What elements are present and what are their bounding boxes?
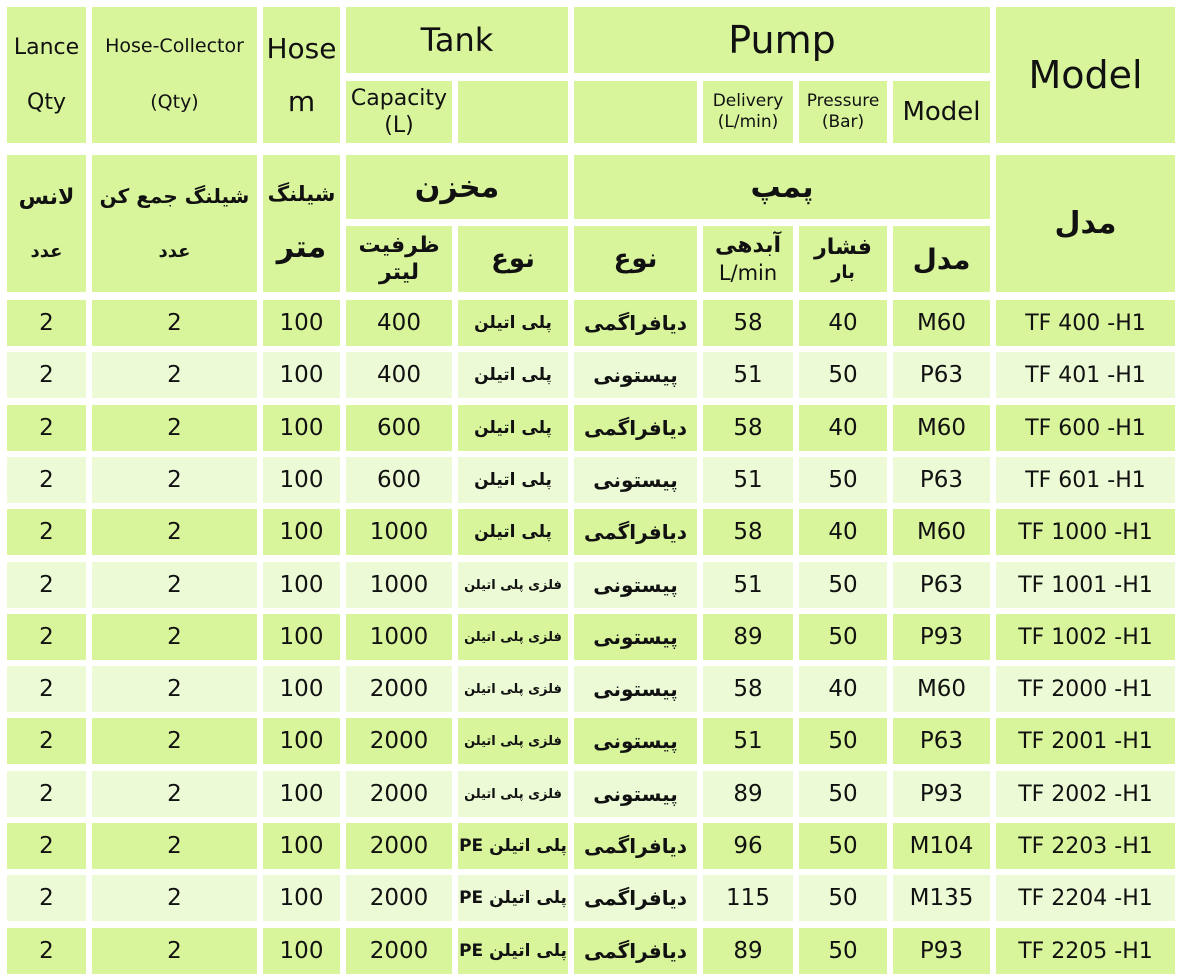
cell-capacity: 2000: [346, 928, 452, 974]
header-fa-delivery-line2: L/min: [718, 260, 778, 285]
cell-tank-type: پلی اتیلن PE: [458, 928, 568, 974]
cell-collector: 2: [92, 875, 257, 921]
cell-delivery: 58: [703, 300, 793, 346]
cell-tank-type: پلی اتیلن: [458, 509, 568, 555]
header-fa-hose-collector-line2: عدد: [158, 240, 191, 262]
cell-pump-model: P63: [893, 352, 990, 398]
cell-model: TF 1002 -H1: [996, 614, 1175, 660]
cell-hose: 100: [263, 928, 340, 974]
cell-hose: 100: [263, 771, 340, 817]
cell-delivery: 51: [703, 718, 793, 764]
cell-capacity: 600: [346, 457, 452, 503]
cell-pump-type: دیافراگمی: [574, 509, 697, 555]
cell-delivery: 51: [703, 352, 793, 398]
cell-tank-type: فلزی پلی اتیلن: [458, 771, 568, 817]
header-en-pressure-line2: (Bar): [821, 112, 865, 132]
header-en-hose-collector-line1: Hose-Collector: [105, 35, 244, 58]
cell-collector: 2: [92, 928, 257, 974]
cell-pressure: 50: [799, 823, 887, 869]
cell-hose: 100: [263, 509, 340, 555]
header-fa-lance-line1: لانس: [18, 184, 75, 210]
header-fa-lance-line2: عدد: [30, 241, 63, 262]
cell-delivery: 89: [703, 614, 793, 660]
cell-delivery: 58: [703, 666, 793, 712]
cell-tank-type: پلی اتیلن: [458, 405, 568, 451]
cell-pressure: 50: [799, 562, 887, 608]
cell-pressure: 40: [799, 666, 887, 712]
cell-lance: 2: [7, 614, 86, 660]
cell-hose: 100: [263, 718, 340, 764]
cell-hose: 100: [263, 405, 340, 451]
cell-hose: 100: [263, 875, 340, 921]
cell-capacity: 1000: [346, 562, 452, 608]
header-en-pump-type-blank: [574, 81, 697, 143]
cell-lance: 2: [7, 771, 86, 817]
header-en-delivery-line1: Delivery: [712, 90, 784, 111]
cell-delivery: 58: [703, 405, 793, 451]
cell-pressure: 50: [799, 614, 887, 660]
cell-model: TF 2000 -H1: [996, 666, 1175, 712]
header-en-pump-model: Model: [893, 81, 990, 143]
cell-pressure: 50: [799, 928, 887, 974]
header-en-tank-capacity-line1: Capacity: [350, 85, 448, 111]
cell-hose: 100: [263, 457, 340, 503]
cell-pump-type: دیافراگمی: [574, 928, 697, 974]
header-fa-hose-line1: شیلنگ: [267, 181, 336, 206]
cell-delivery: 51: [703, 562, 793, 608]
header-en-lance-line1: Lance: [13, 34, 80, 60]
cell-hose: 100: [263, 666, 340, 712]
cell-capacity: 600: [346, 405, 452, 451]
header-en-pressure: [799, 81, 887, 143]
cell-lance: 2: [7, 562, 86, 608]
header-en-delivery-line2: (L/min): [717, 112, 779, 132]
header-fa-lance: [7, 155, 86, 292]
cell-pressure: 50: [799, 718, 887, 764]
cell-capacity: 2000: [346, 718, 452, 764]
header-en-hose-line2: m: [287, 85, 316, 118]
header-en-lance-line2: Qty: [27, 90, 66, 115]
cell-delivery: 51: [703, 457, 793, 503]
cell-pump-model: M60: [893, 509, 990, 555]
cell-capacity: 1000: [346, 614, 452, 660]
cell-model: TF 2205 -H1: [996, 928, 1175, 974]
cell-pump-type: دیافراگمی: [574, 300, 697, 346]
cell-pump-model: P63: [893, 457, 990, 503]
cell-model: TF 2203 -H1: [996, 823, 1175, 869]
cell-pressure: 40: [799, 300, 887, 346]
header-en-tank: Tank: [346, 7, 568, 73]
cell-collector: 2: [92, 614, 257, 660]
cell-lance: 2: [7, 875, 86, 921]
cell-delivery: 96: [703, 823, 793, 869]
cell-pressure: 50: [799, 875, 887, 921]
header-en-hose-collector: [92, 7, 257, 143]
header-en-hose: [263, 7, 340, 143]
header-fa-tank-capacity-line1: ظرفیت: [358, 232, 440, 258]
header-fa-tank-capacity: [346, 226, 452, 292]
header-fa-pump: پمپ: [574, 155, 990, 219]
cell-lance: 2: [7, 457, 86, 503]
cell-collector: 2: [92, 666, 257, 712]
cell-model: TF 2204 -H1: [996, 875, 1175, 921]
cell-tank-type: فلزی پلی اتیلن: [458, 666, 568, 712]
cell-pump-type: دیافراگمی: [574, 823, 697, 869]
cell-delivery: 89: [703, 771, 793, 817]
cell-collector: 2: [92, 352, 257, 398]
cell-pump-type: پیستونی: [574, 614, 697, 660]
cell-collector: 2: [92, 405, 257, 451]
cell-tank-type: فلزی پلی اتیلن: [458, 718, 568, 764]
header-fa-pump-type: نوع: [574, 226, 697, 292]
cell-capacity: 2000: [346, 823, 452, 869]
cell-capacity: 400: [346, 300, 452, 346]
cell-pump-model: M60: [893, 666, 990, 712]
cell-lance: 2: [7, 718, 86, 764]
header-fa-delivery-line1: آبدهی: [714, 233, 782, 259]
header-fa-pump-model: مدل: [893, 226, 990, 292]
cell-model: TF 1000 -H1: [996, 509, 1175, 555]
header-en-delivery: [703, 81, 793, 143]
cell-pump-type: دیافراگمی: [574, 875, 697, 921]
cell-tank-type: پلی اتیلن: [458, 300, 568, 346]
header-fa-pressure-line1: فشار: [814, 235, 872, 260]
cell-collector: 2: [92, 823, 257, 869]
cell-collector: 2: [92, 509, 257, 555]
cell-model: TF 601 -H1: [996, 457, 1175, 503]
cell-pressure: 50: [799, 771, 887, 817]
header-fa-hose-line2: متر: [276, 229, 327, 265]
cell-pump-model: M104: [893, 823, 990, 869]
cell-lance: 2: [7, 405, 86, 451]
header-fa-model: مدل: [996, 155, 1175, 292]
cell-tank-type: فلزی پلی اتیلن: [458, 614, 568, 660]
cell-lance: 2: [7, 300, 86, 346]
cell-pump-model: P63: [893, 718, 990, 764]
cell-pressure: 50: [799, 352, 887, 398]
cell-pump-type: پیستونی: [574, 771, 697, 817]
header-fa-pressure: [799, 226, 887, 292]
cell-pump-type: پیستونی: [574, 562, 697, 608]
cell-collector: 2: [92, 300, 257, 346]
cell-pump-model: P63: [893, 562, 990, 608]
cell-model: TF 600 -H1: [996, 405, 1175, 451]
header-en-pump: Pump: [574, 7, 990, 73]
cell-delivery: 89: [703, 928, 793, 974]
cell-delivery: 58: [703, 509, 793, 555]
cell-hose: 100: [263, 823, 340, 869]
cell-model: TF 401 -H1: [996, 352, 1175, 398]
cell-lance: 2: [7, 352, 86, 398]
header-fa-hose-collector: [92, 155, 257, 292]
cell-tank-type: پلی اتیلن: [458, 352, 568, 398]
cell-capacity: 1000: [346, 509, 452, 555]
header-en-pressure-line1: Pressure: [806, 90, 880, 111]
cell-lance: 2: [7, 666, 86, 712]
cell-collector: 2: [92, 718, 257, 764]
cell-pump-model: M135: [893, 875, 990, 921]
cell-hose: 100: [263, 300, 340, 346]
header-en-hose-collector-line2: (Qty): [150, 91, 199, 113]
header-en-tank-capacity: [346, 81, 452, 143]
cell-model: TF 1001 -H1: [996, 562, 1175, 608]
cell-pump-type: پیستونی: [574, 457, 697, 503]
header-en-tank-type-blank: [458, 81, 568, 143]
header-en-tank-capacity-line2: (L): [384, 113, 414, 138]
cell-hose: 100: [263, 614, 340, 660]
cell-lance: 2: [7, 509, 86, 555]
cell-lance: 2: [7, 928, 86, 974]
cell-lance: 2: [7, 823, 86, 869]
cell-tank-type: پلی اتیلن: [458, 457, 568, 503]
cell-pump-type: دیافراگمی: [574, 405, 697, 451]
cell-pump-model: P93: [893, 614, 990, 660]
cell-model: TF 2002 -H1: [996, 771, 1175, 817]
cell-collector: 2: [92, 562, 257, 608]
header-en-lance: [7, 7, 86, 143]
cell-pump-type: پیستونی: [574, 666, 697, 712]
cell-pump-model: P93: [893, 771, 990, 817]
header-fa-pressure-line2: بار: [831, 261, 855, 283]
header-fa-tank-capacity-line2: لیتر: [379, 260, 419, 285]
cell-capacity: 400: [346, 352, 452, 398]
cell-pressure: 50: [799, 457, 887, 503]
cell-model: TF 400 -H1: [996, 300, 1175, 346]
header-fa-tank: مخزن: [346, 155, 568, 219]
header-en-hose-line1: Hose: [266, 32, 337, 65]
cell-pump-type: پیستونی: [574, 718, 697, 764]
cell-delivery: 115: [703, 875, 793, 921]
cell-capacity: 2000: [346, 875, 452, 921]
cell-tank-type: پلی اتیلن PE: [458, 823, 568, 869]
header-fa-tank-type: نوع: [458, 226, 568, 292]
cell-pump-model: M60: [893, 300, 990, 346]
cell-pump-model: P93: [893, 928, 990, 974]
cell-tank-type: فلزی پلی اتیلن: [458, 562, 568, 608]
cell-pump-type: پیستونی: [574, 352, 697, 398]
cell-collector: 2: [92, 457, 257, 503]
header-fa-hose-collector-line1: شیلنگ جمع کن: [99, 183, 250, 208]
cell-hose: 100: [263, 352, 340, 398]
cell-capacity: 2000: [346, 666, 452, 712]
cell-tank-type: پلی اتیلن PE: [458, 875, 568, 921]
cell-pressure: 40: [799, 405, 887, 451]
cell-pump-model: M60: [893, 405, 990, 451]
cell-model: TF 2001 -H1: [996, 718, 1175, 764]
header-fa-delivery: [703, 226, 793, 292]
cell-pressure: 40: [799, 509, 887, 555]
cell-capacity: 2000: [346, 771, 452, 817]
cell-collector: 2: [92, 771, 257, 817]
header-fa-hose: [263, 155, 340, 292]
cell-hose: 100: [263, 562, 340, 608]
header-en-model: Model: [996, 7, 1175, 143]
